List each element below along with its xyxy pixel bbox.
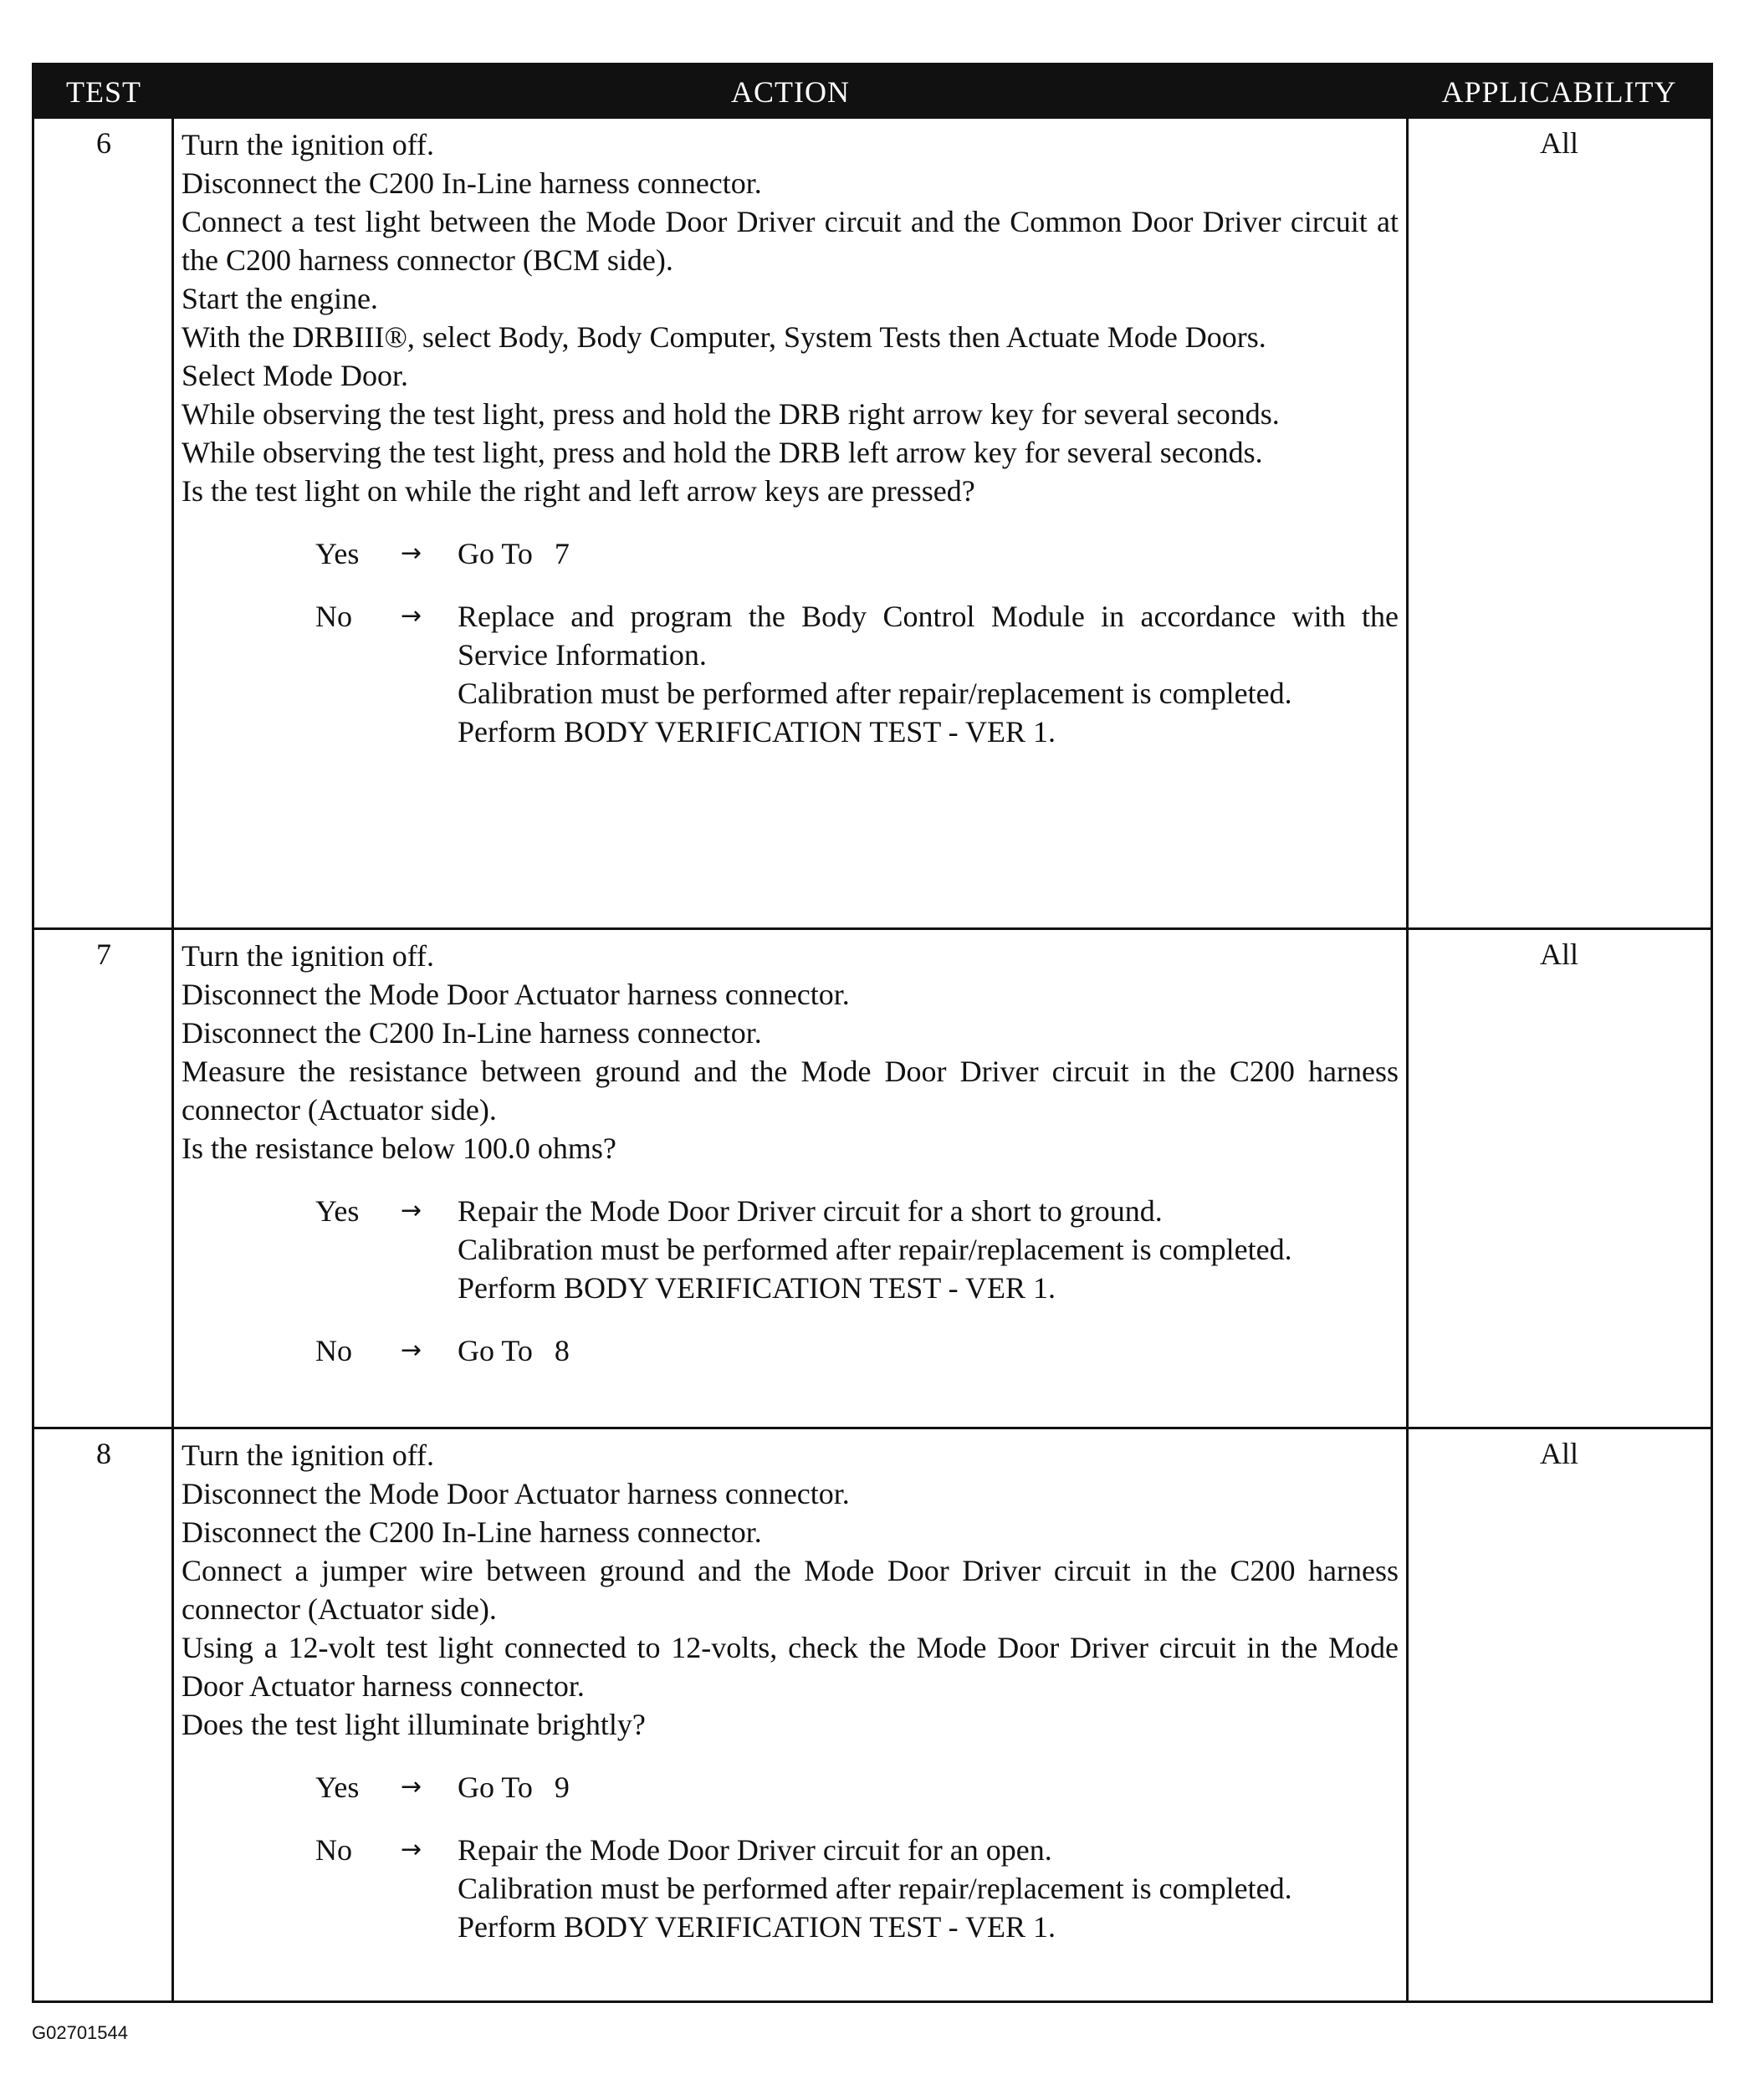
result-yes (182, 1768, 1399, 1806)
action-cell (182, 1436, 1399, 1946)
action-step: Turn the ignition off. (182, 128, 435, 161)
result-no (182, 1831, 1399, 1946)
test-number: 6 (96, 126, 111, 160)
result-line: Perform BODY VERIFICATION TEST - VER 1. (458, 1271, 1056, 1305)
result-line: Repair the Mode Door Driver circuit for an open. (458, 1833, 1052, 1867)
action-cell (182, 937, 1399, 1370)
test-number: 8 (96, 1437, 111, 1470)
goto-text: Go To (458, 1334, 533, 1367)
header-test: TEST (66, 75, 141, 109)
yes-label: Yes (315, 537, 360, 570)
action-step: Turn the ignition off. (182, 1438, 435, 1472)
action-step: Does the test light illuminate brightly? (182, 1708, 646, 1741)
test-number: 7 (96, 938, 111, 971)
no-label: No (315, 600, 352, 633)
action-step: Disconnect the C200 In-Line harness connector. (182, 1515, 762, 1549)
applicability-value: All (1539, 126, 1578, 160)
right-arrow-icon: → (401, 601, 422, 631)
result-line: Calibration must be performed after repair/replacement is completed. (458, 677, 1292, 710)
action-step: Measure the resistance between ground and the Mode Door Driver circuit in the C200 harness connector (Actuator side). (182, 1055, 1399, 1127)
table-row-test-7 (34, 930, 1711, 1427)
action-step: Select Mode Door. (182, 359, 408, 392)
goto-number: 9 (554, 1770, 570, 1804)
no-label: No (315, 1833, 352, 1867)
result-line: Repair the Mode Door Driver circuit for a short to ground. (458, 1194, 1163, 1228)
right-arrow-icon: → (401, 1336, 422, 1365)
goto-number: 8 (554, 1334, 570, 1367)
action-step: While observing the test light, press and hold the DRB right arrow key for several seconds. (182, 397, 1280, 431)
action-step: Connect a jumper wire between ground and the Mode Door Driver circuit in the C200 harness connector (Actuator side). (182, 1554, 1399, 1626)
action-step: Disconnect the C200 In-Line harness connector. (182, 1016, 762, 1050)
right-arrow-icon: → (401, 1196, 422, 1225)
result-line: Calibration must be performed after repair/replacement is completed. (458, 1233, 1292, 1266)
action-step: Is the resistance below 100.0 ohms? (182, 1132, 616, 1165)
action-step: With the DRBIII®, select Body, Body Computer, System Tests then Actuate Mode Doors. (182, 320, 1266, 354)
no-label: No (315, 1334, 352, 1367)
result-line: Calibration must be performed after repair/replacement is completed. (458, 1872, 1292, 1905)
action-step: Disconnect the Mode Door Actuator harness connector. (182, 978, 850, 1011)
right-arrow-icon: → (401, 1772, 422, 1801)
applicability-value: All (1539, 938, 1578, 971)
table-row-test-8 (34, 1429, 1711, 2000)
action-step: Start the engine. (182, 282, 378, 315)
action-step: Connect a test light between the Mode Door Driver circuit and the Common Door Driver circuit at the C200 harness connector (BCM side). (182, 205, 1399, 277)
action-step: Using a 12-volt test light connected to 12-volts, check the Mode Door Driver circuit in the Mode Door Actuator harness connector. (182, 1631, 1399, 1703)
table-row-test-6 (34, 119, 1711, 927)
action-step: Is the test light on while the right and left arrow keys are pressed? (182, 474, 975, 508)
action-step: While observing the test light, press and hold the DRB left arrow key for several seconds. (182, 436, 1263, 469)
result-yes (182, 534, 1399, 573)
goto-link (458, 1331, 1399, 1370)
action-cell (182, 125, 1399, 751)
figure-id: G02701544 (32, 2022, 128, 2043)
applicability-value: All (1539, 1437, 1578, 1470)
right-arrow-icon: → (401, 539, 422, 568)
result-yes (182, 1192, 1399, 1307)
yes-label: Yes (315, 1194, 360, 1228)
header-action: ACTION (731, 75, 850, 109)
result-line: Perform BODY VERIFICATION TEST - VER 1. (458, 715, 1056, 749)
action-step: Turn the ignition off. (182, 939, 435, 973)
action-step: Disconnect the Mode Door Actuator harness connector. (182, 1477, 850, 1510)
result-no (182, 1331, 1399, 1370)
result-line: Replace and program the Body Control Module in accordance with the Service Information. (458, 600, 1399, 672)
goto-number: 7 (554, 537, 570, 570)
diagnostic-test-table (32, 63, 1713, 2003)
yes-label: Yes (315, 1770, 360, 1804)
table-header (34, 65, 1711, 119)
right-arrow-icon: → (401, 1835, 422, 1864)
goto-text: Go To (458, 1770, 533, 1804)
result-line: Perform BODY VERIFICATION TEST - VER 1. (458, 1910, 1056, 1944)
action-step: Disconnect the C200 In-Line harness connector. (182, 166, 762, 200)
goto-text: Go To (458, 537, 533, 570)
header-applicability: APPLICABILITY (1441, 75, 1677, 109)
goto-link (458, 534, 1399, 573)
result-no (182, 597, 1399, 751)
goto-link (458, 1768, 1399, 1806)
